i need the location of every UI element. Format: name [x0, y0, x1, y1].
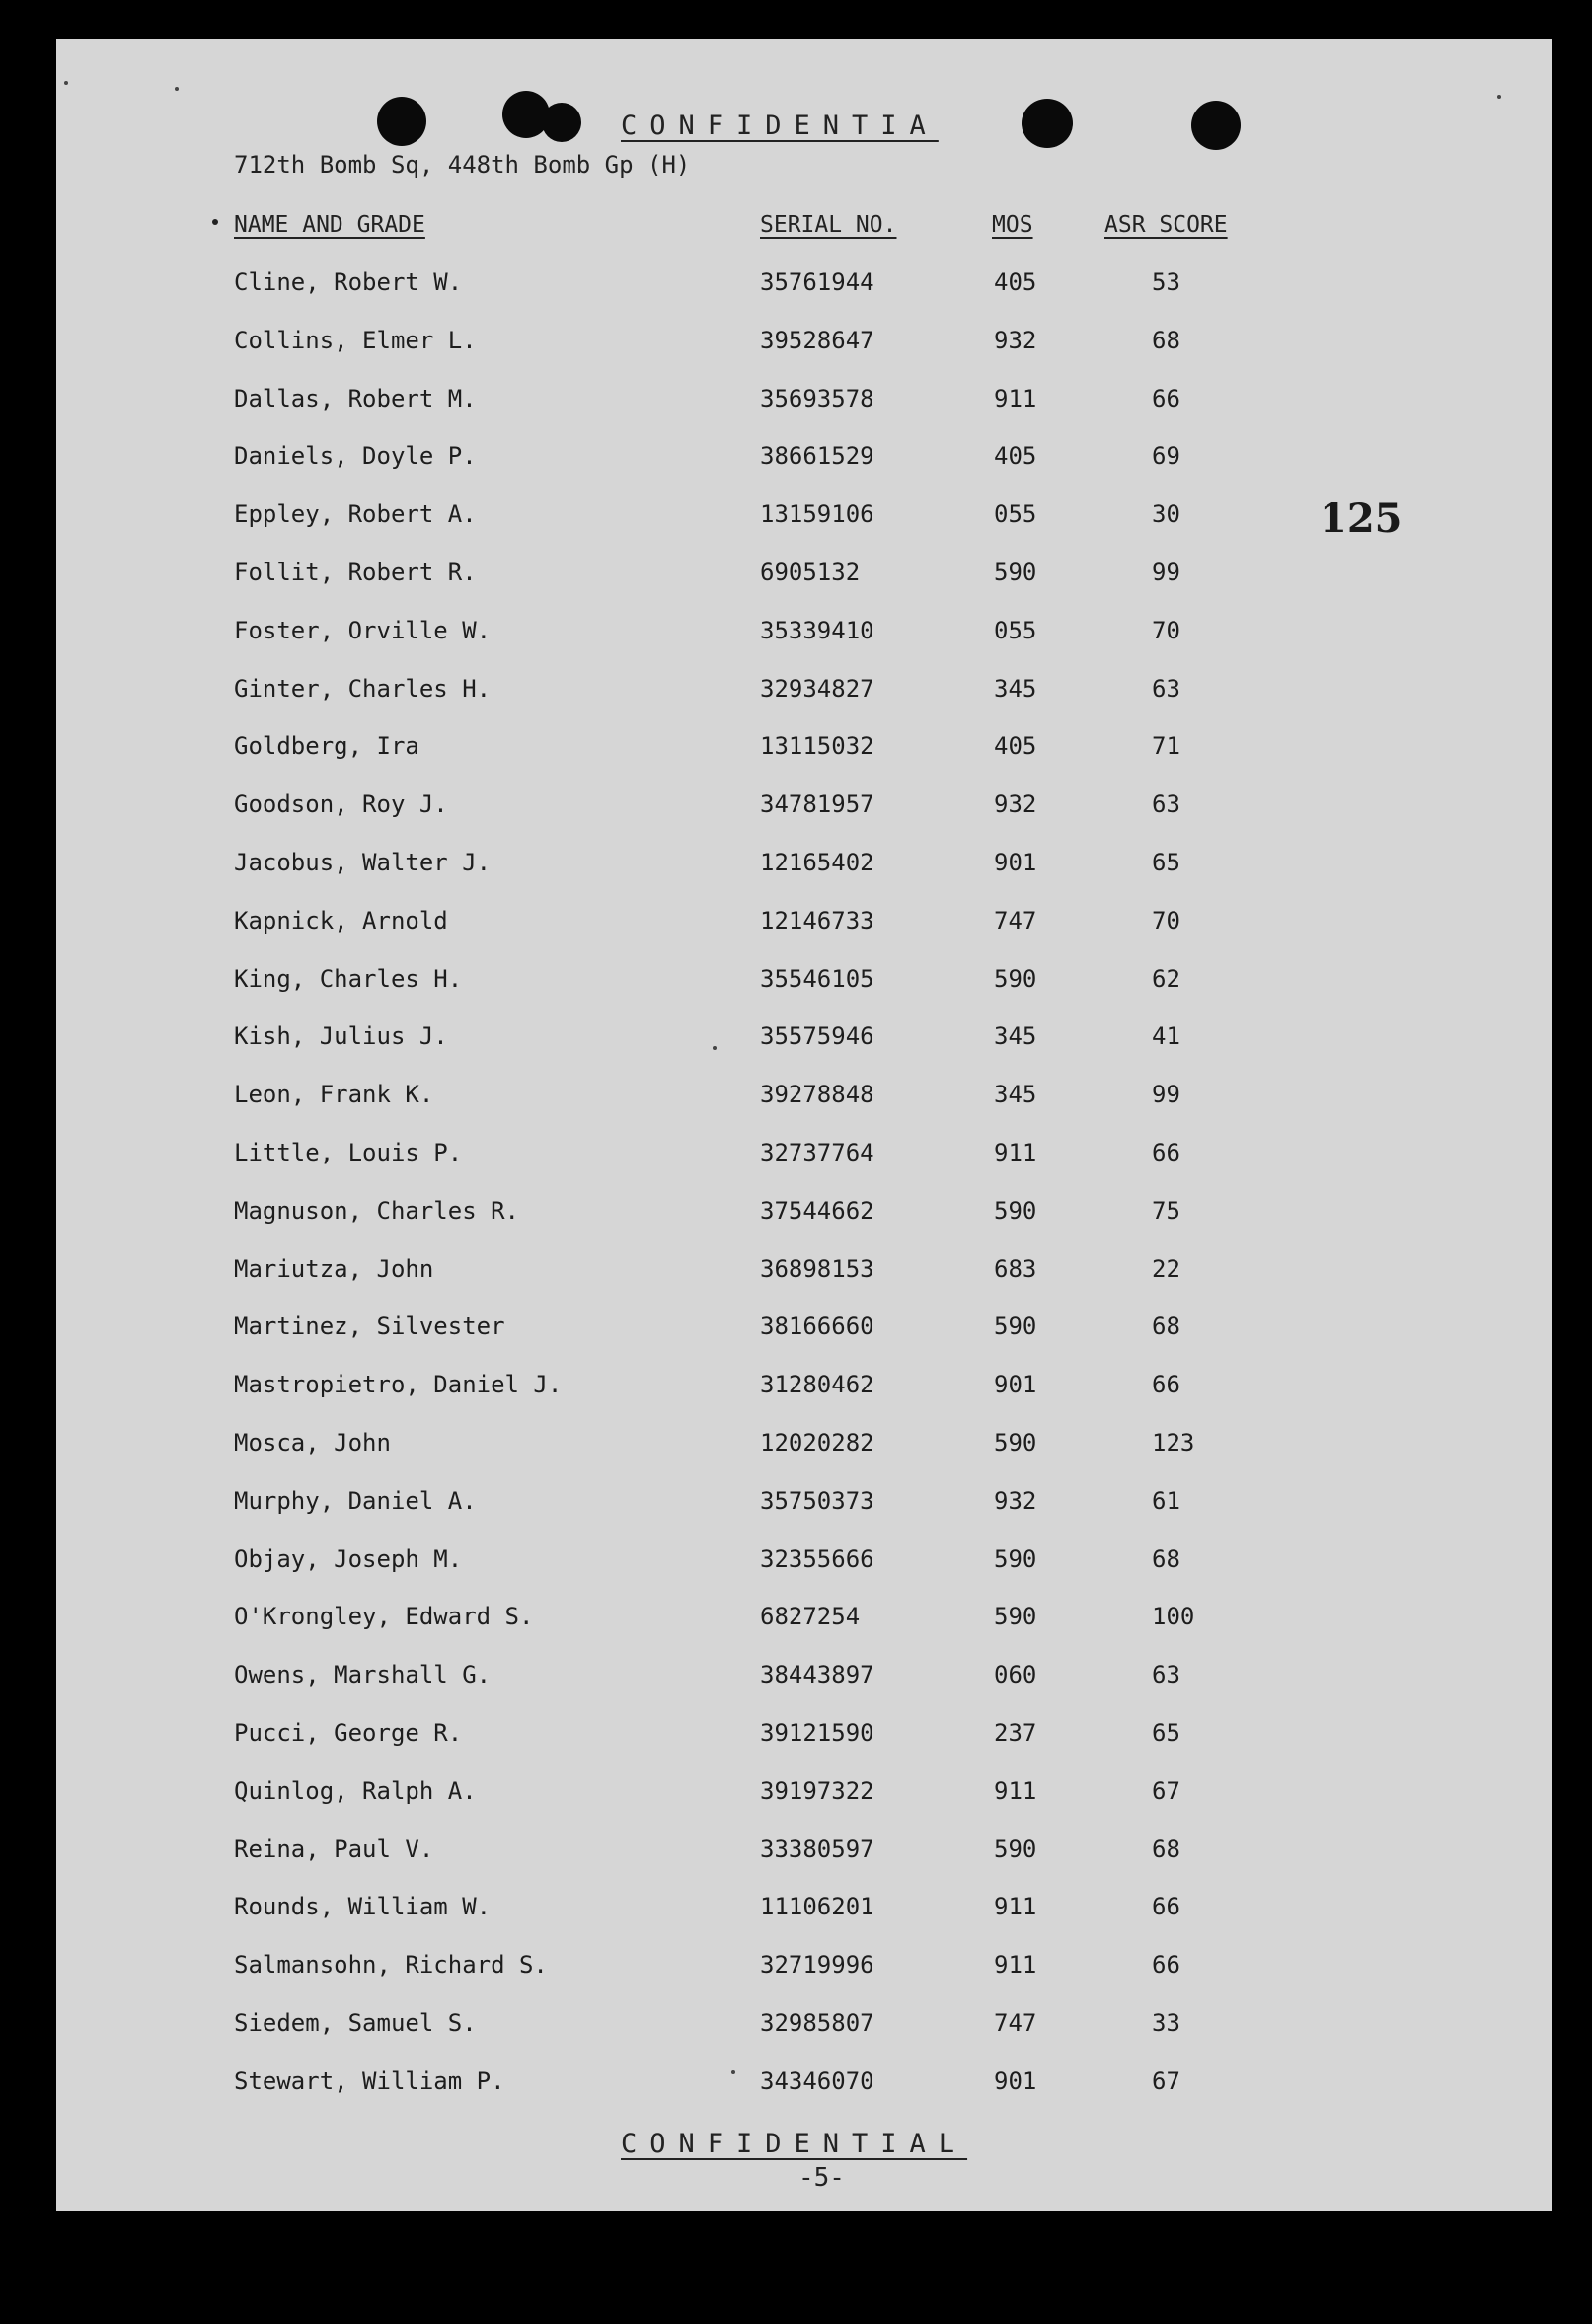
cell-asr-score: 62 [1152, 964, 1180, 993]
classification-footer: CONFIDENTIAL [621, 2129, 968, 2159]
cell-mos: 901 [994, 2066, 1037, 2095]
cell-mos: 405 [994, 732, 1037, 761]
cell-serial: 32737764 [760, 1139, 874, 1166]
table-row [56, 1777, 1552, 1817]
cell-name: Goodson, Roy J. [234, 790, 448, 819]
table-row [56, 559, 1552, 598]
cell-asr-score: 30 [1152, 500, 1180, 529]
cell-asr-score: 68 [1152, 326, 1180, 354]
table-row [56, 1081, 1552, 1120]
cell-serial: 33380597 [760, 1835, 874, 1863]
table-row [56, 442, 1552, 482]
cell-mos: 901 [994, 1371, 1037, 1399]
column-header-name: NAME AND GRADE [234, 212, 425, 238]
cell-name: Follit, Robert R. [234, 559, 477, 586]
cell-name: Goldberg, Ira [234, 732, 419, 761]
cell-name: Mastropietro, Daniel J. [234, 1371, 563, 1399]
cell-serial: 6827254 [760, 1603, 861, 1631]
table-row [56, 1197, 1552, 1237]
cell-serial: 36898153 [760, 1254, 874, 1283]
handwritten-page-number: 125 [1320, 495, 1402, 542]
table-row [56, 1545, 1552, 1585]
cell-name: Daniels, Doyle P. [234, 442, 477, 471]
cell-mos: 590 [994, 1835, 1037, 1863]
cell-serial: 32355666 [760, 1544, 874, 1573]
table-row [56, 327, 1552, 366]
ink-speck [175, 87, 179, 91]
table-row [56, 849, 1552, 888]
table-row [56, 1719, 1552, 1759]
cell-serial: 12020282 [760, 1429, 874, 1457]
cell-name: Cline, Robert W. [234, 268, 463, 296]
cell-name: Stewart, William P. [234, 2066, 505, 2095]
cell-serial: 35761944 [760, 268, 874, 296]
table-row [56, 732, 1552, 772]
cell-asr-score: 67 [1152, 2066, 1180, 2095]
cell-name: Mariutza, John [234, 1254, 434, 1283]
cell-asr-score: 53 [1152, 268, 1180, 296]
cell-serial: 38166660 [760, 1312, 874, 1341]
cell-name: Jacobus, Walter J. [234, 849, 492, 876]
cell-mos: 683 [994, 1254, 1037, 1283]
cell-serial: 39278848 [760, 1081, 874, 1109]
cell-name: Martinez, Silvester [234, 1312, 505, 1341]
punch-hole-3 [542, 103, 581, 142]
cell-name: Ginter, Charles H. [234, 674, 492, 703]
cell-serial: 35546105 [760, 964, 874, 993]
table-row [56, 268, 1552, 308]
table-row [56, 1139, 1552, 1178]
cell-mos: 932 [994, 1486, 1037, 1515]
column-header-mos: MOS [992, 212, 1033, 238]
cell-mos: 911 [994, 1893, 1037, 1921]
table-row [56, 1429, 1552, 1468]
cell-mos: 590 [994, 1603, 1037, 1631]
table-row [56, 385, 1552, 424]
cell-mos: 911 [994, 1139, 1037, 1166]
cell-mos: 405 [994, 268, 1037, 296]
cell-mos: 590 [994, 1544, 1037, 1573]
cell-serial: 35750373 [760, 1486, 874, 1515]
cell-mos: 237 [994, 1719, 1037, 1747]
unit-designation: 712th Bomb Sq, 448th Bomb Gp (H) [234, 151, 691, 179]
cell-serial: 35693578 [760, 384, 874, 412]
column-header-serial: SERIAL NO. [760, 212, 897, 238]
cell-name: Kapnick, Arnold [234, 906, 448, 935]
cell-name: Quinlog, Ralph A. [234, 1776, 477, 1805]
table-row [56, 1371, 1552, 1410]
cell-asr-score: 41 [1152, 1022, 1180, 1051]
cell-serial: 32719996 [760, 1951, 874, 1980]
punch-hole-1 [377, 97, 426, 146]
table-row [56, 907, 1552, 946]
cell-serial: 13159106 [760, 500, 874, 529]
table-row [56, 1661, 1552, 1700]
cell-name: Salmansohn, Richard S. [234, 1951, 548, 1980]
cell-mos: 932 [994, 326, 1037, 354]
cell-mos: 747 [994, 2009, 1037, 2037]
table-row [56, 1487, 1552, 1527]
cell-serial: 32934827 [760, 674, 874, 703]
cell-mos: 590 [994, 964, 1037, 993]
table-row [56, 965, 1552, 1005]
cell-mos: 590 [994, 1196, 1037, 1225]
cell-serial: 34346070 [760, 2066, 874, 2095]
cell-asr-score: 63 [1152, 790, 1180, 819]
cell-name: O'Krongley, Edward S. [234, 1603, 534, 1631]
cell-name: Leon, Frank K. [234, 1081, 434, 1109]
table-row [56, 1951, 1552, 1990]
cell-name: Kish, Julius J. [234, 1022, 448, 1051]
cell-asr-score: 33 [1152, 2009, 1180, 2037]
cell-serial: 13115032 [760, 732, 874, 761]
cell-name: Magnuson, Charles R. [234, 1196, 519, 1225]
ink-speck [1497, 95, 1501, 99]
cell-serial: 6905132 [760, 559, 861, 586]
cell-asr-score: 71 [1152, 732, 1180, 761]
cell-serial: 38661529 [760, 442, 874, 471]
cell-asr-score: 70 [1152, 906, 1180, 935]
cell-asr-score: 22 [1152, 1254, 1180, 1283]
punch-hole-5 [1191, 101, 1241, 150]
cell-asr-score: 99 [1152, 1081, 1180, 1109]
ink-speck [64, 81, 68, 85]
cell-mos: 060 [994, 1661, 1037, 1689]
cell-name: Siedem, Samuel S. [234, 2009, 477, 2037]
cell-mos: 747 [994, 906, 1037, 935]
document-page [56, 39, 1552, 2211]
cell-mos: 590 [994, 559, 1037, 586]
cell-serial: 38443897 [760, 1661, 874, 1689]
cell-mos: 911 [994, 1776, 1037, 1805]
cell-asr-score: 65 [1152, 849, 1180, 876]
cell-mos: 405 [994, 442, 1037, 471]
cell-asr-score: 63 [1152, 674, 1180, 703]
cell-mos: 911 [994, 1951, 1037, 1980]
cell-asr-score: 68 [1152, 1835, 1180, 1863]
cell-name: Pucci, George R. [234, 1719, 463, 1747]
cell-serial: 37544662 [760, 1196, 874, 1225]
cell-mos: 932 [994, 790, 1037, 819]
cell-asr-score: 67 [1152, 1776, 1180, 1805]
cell-mos: 055 [994, 500, 1037, 529]
cell-mos: 901 [994, 849, 1037, 876]
cell-mos: 911 [994, 384, 1037, 412]
cell-name: Objay, Joseph M. [234, 1544, 463, 1573]
cell-asr-score: 100 [1152, 1603, 1195, 1631]
table-row [56, 1603, 1552, 1642]
cell-asr-score: 66 [1152, 1371, 1180, 1399]
table-row [56, 1312, 1552, 1352]
cell-name: Reina, Paul V. [234, 1835, 434, 1863]
cell-asr-score: 66 [1152, 384, 1180, 412]
cell-serial: 32985807 [760, 2009, 874, 2037]
table-row [56, 675, 1552, 714]
bullet-mark [212, 219, 218, 225]
punch-hole-4 [1022, 99, 1073, 148]
cell-asr-score: 75 [1152, 1196, 1180, 1225]
cell-mos: 345 [994, 1022, 1037, 1051]
cell-asr-score: 65 [1152, 1719, 1180, 1747]
cell-mos: 345 [994, 674, 1037, 703]
cell-name: Mosca, John [234, 1429, 391, 1457]
cell-asr-score: 70 [1152, 616, 1180, 644]
table-row [56, 2009, 1552, 2049]
cell-asr-score: 66 [1152, 1893, 1180, 1921]
cell-serial: 12165402 [760, 849, 874, 876]
cell-name: King, Charles H. [234, 964, 463, 993]
cell-mos: 345 [994, 1081, 1037, 1109]
cell-name: Owens, Marshall G. [234, 1661, 492, 1689]
cell-name: Collins, Elmer L. [234, 326, 477, 354]
cell-asr-score: 66 [1152, 1951, 1180, 1980]
cell-name: Murphy, Daniel A. [234, 1486, 477, 1515]
cell-mos: 590 [994, 1312, 1037, 1341]
cell-serial: 11106201 [760, 1893, 874, 1921]
cell-asr-score: 63 [1152, 1661, 1180, 1689]
cell-name: Rounds, William W. [234, 1893, 492, 1921]
table-row [56, 790, 1552, 830]
cell-asr-score: 123 [1152, 1429, 1195, 1457]
cell-serial: 31280462 [760, 1371, 874, 1399]
cell-name: Eppley, Robert A. [234, 500, 477, 529]
cell-asr-score: 66 [1152, 1139, 1180, 1166]
table-row [56, 617, 1552, 656]
cell-name: Foster, Orville W. [234, 616, 492, 644]
cell-serial: 35339410 [760, 616, 874, 644]
cell-serial: 34781957 [760, 790, 874, 819]
table-row [56, 500, 1552, 540]
table-row [56, 1255, 1552, 1295]
cell-name: Little, Louis P. [234, 1139, 463, 1166]
cell-asr-score: 99 [1152, 559, 1180, 586]
column-header-asr-score: ASR SCORE [1104, 212, 1228, 238]
page-number: -5- [798, 2163, 845, 2193]
cell-serial: 35575946 [760, 1022, 874, 1051]
table-row [56, 2067, 1552, 2107]
cell-mos: 055 [994, 616, 1037, 644]
cell-name: Dallas, Robert M. [234, 384, 477, 412]
cell-asr-score: 69 [1152, 442, 1180, 471]
cell-serial: 39528647 [760, 326, 874, 354]
table-row [56, 1836, 1552, 1875]
cell-serial: 39197322 [760, 1776, 874, 1805]
cell-asr-score: 68 [1152, 1544, 1180, 1573]
cell-asr-score: 68 [1152, 1312, 1180, 1341]
cell-serial: 12146733 [760, 906, 874, 935]
cell-asr-score: 61 [1152, 1486, 1180, 1515]
table-row [56, 1022, 1552, 1062]
cell-mos: 590 [994, 1429, 1037, 1457]
classification-header: CONFIDENTIA [621, 111, 939, 141]
cell-serial: 39121590 [760, 1719, 874, 1747]
table-row [56, 1893, 1552, 1932]
